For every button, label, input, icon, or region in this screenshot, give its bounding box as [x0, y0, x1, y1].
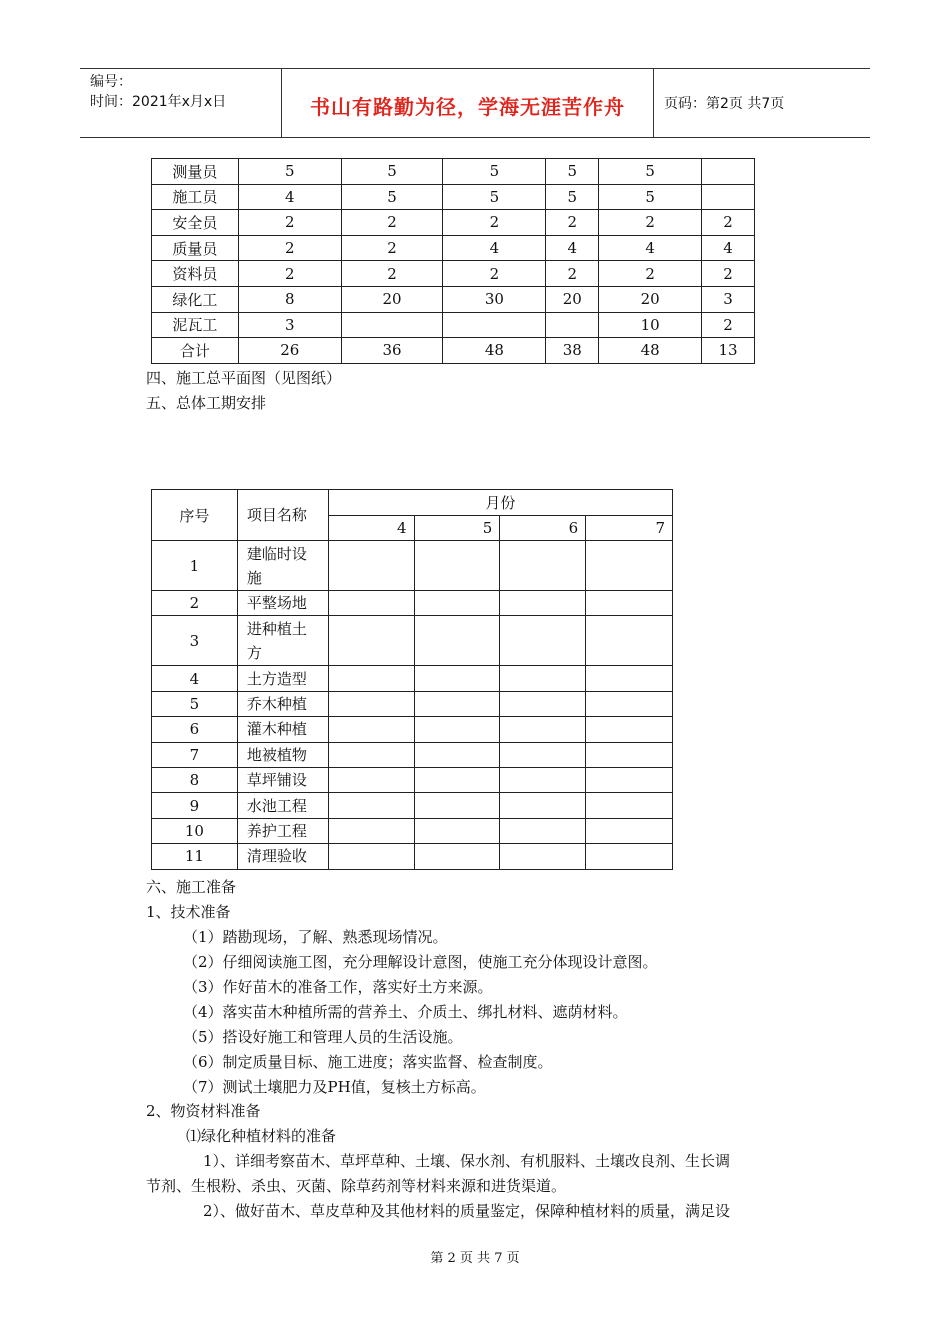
staff-count-cell: 2: [238, 261, 341, 287]
schedule-month-cell: [328, 742, 414, 767]
tech-item: （6）制定质量目标、施工进度；落实监督、检查制度。: [183, 1053, 553, 1071]
paragraph-1-line-1: 1）、详细考察苗木、草坪草种、土壤、保水剂、有机服料、土壤改良剂、生长调: [203, 1152, 731, 1170]
tech-heading: 1、技术准备: [146, 903, 231, 921]
schedule-month-cell: [500, 616, 586, 666]
schedule-month-cell: [414, 767, 500, 792]
staff-count-cell: 4: [443, 235, 546, 261]
schedule-name-cell: 土方造型: [237, 666, 328, 691]
schedule-month-cell: [586, 793, 673, 818]
schedule-name-cell: 养护工程: [237, 818, 328, 843]
schedule-month-cell: [414, 717, 500, 742]
staff-count-cell: 3: [702, 286, 755, 312]
schedule-month-cell: [500, 691, 586, 716]
staff-role-cell: 安全员: [152, 210, 239, 236]
schedule-name-cell: 灌木种植: [237, 717, 328, 742]
staff-count-cell: 2: [341, 235, 443, 261]
schedule-name-cell: 平整场地: [237, 591, 328, 616]
staff-count-cell: 5: [341, 184, 443, 210]
staff-count-cell: [702, 159, 755, 185]
staff-count-cell: 2: [443, 261, 546, 287]
staff-count-cell: 2: [341, 261, 443, 287]
staff-role-cell: 施工员: [152, 184, 239, 210]
schedule-month-cell: [586, 818, 673, 843]
schedule-no-cell: 11: [152, 844, 238, 869]
schedule-row: [152, 717, 673, 742]
schedule-month-cell: [328, 541, 414, 591]
month-header: 4: [328, 515, 414, 541]
staff-table: [151, 158, 755, 364]
schedule-row: [152, 767, 673, 792]
schedule-month-cell: [500, 742, 586, 767]
month-header: 7: [586, 515, 673, 541]
schedule-month-cell: [586, 666, 673, 691]
schedule-month-cell: [500, 541, 586, 591]
schedule-month-cell: [414, 793, 500, 818]
schedule-month-cell: [328, 666, 414, 691]
staff-count-cell: [546, 312, 599, 338]
schedule-name-cell: 进种植土方: [237, 616, 328, 666]
schedule-month-cell: [500, 666, 586, 691]
schedule-no-cell: 1: [152, 541, 238, 591]
schedule-month-cell: [500, 818, 586, 843]
schedule-month-cell: [328, 818, 414, 843]
schedule-table: [151, 489, 673, 870]
material-heading: 2、物资材料准备: [146, 1102, 261, 1120]
staff-role-cell: 测量员: [152, 159, 239, 185]
staff-count-cell: 5: [546, 184, 599, 210]
schedule-name-cell: 建临时设施: [237, 541, 328, 591]
staff-count-cell: 4: [546, 235, 599, 261]
staff-count-cell: 2: [238, 210, 341, 236]
schedule-no-cell: 9: [152, 793, 238, 818]
tech-item: （3）作好苗木的准备工作，落实好土方来源。: [183, 978, 493, 996]
schedule-month-cell: [328, 767, 414, 792]
schedule-no-cell: 4: [152, 666, 238, 691]
staff-count-cell: [702, 184, 755, 210]
schedule-name-cell: 地被植物: [237, 742, 328, 767]
schedule-month-cell: [414, 541, 500, 591]
schedule-month-cell: [586, 591, 673, 616]
schedule-no-cell: 3: [152, 616, 238, 666]
staff-role-cell: 泥瓦工: [152, 312, 239, 338]
header-page-label: 页码：第2页 共7页: [664, 96, 785, 112]
staff-count-cell: 5: [341, 159, 443, 185]
tech-item: （7）测试土壤肥力及PH值，复核土方标高。: [183, 1078, 486, 1096]
staff-count-cell: 2: [702, 312, 755, 338]
schedule-month-cell: [500, 793, 586, 818]
schedule-month-cell: [414, 691, 500, 716]
schedule-month-cell: [328, 691, 414, 716]
staff-count-cell: 10: [599, 312, 702, 338]
month-header: 6: [500, 515, 586, 541]
schedule-no-cell: 8: [152, 767, 238, 792]
staff-count-cell: 30: [443, 286, 546, 312]
staff-count-cell: 48: [599, 338, 702, 364]
staff-count-cell: 36: [341, 338, 443, 364]
schedule-no-cell: 10: [152, 818, 238, 843]
staff-role-cell: 资料员: [152, 261, 239, 287]
section-5-heading: 五、总体工期安排: [146, 394, 267, 412]
staff-count-cell: 5: [443, 184, 546, 210]
schedule-month-cell: [500, 844, 586, 869]
schedule-month-cell: [500, 767, 586, 792]
staff-count-cell: 38: [546, 338, 599, 364]
schedule-month-cell: [500, 717, 586, 742]
staff-count-cell: 5: [443, 159, 546, 185]
staff-row: [152, 235, 755, 261]
material-subheading: ⑴绿化种植材料的准备: [186, 1127, 337, 1145]
tech-item: （1）踏勘现场，了解、熟悉现场情况。: [183, 928, 448, 946]
schedule-month-cell: [328, 793, 414, 818]
time-label: 时间：2021年x月x日: [90, 94, 227, 110]
schedule-name-cell: 草坪铺设: [237, 767, 328, 792]
schedule-month-cell: [586, 541, 673, 591]
staff-count-cell: 20: [546, 286, 599, 312]
staff-count-cell: 5: [599, 159, 702, 185]
page-header: [80, 68, 870, 138]
header-meta: [80, 69, 282, 137]
staff-count-cell: 2: [599, 261, 702, 287]
schedule-row: [152, 742, 673, 767]
staff-role-cell: 质量员: [152, 235, 239, 261]
schedule-month-cell: [586, 844, 673, 869]
schedule-name-cell: 乔木种植: [237, 691, 328, 716]
schedule-row: [152, 844, 673, 869]
tech-item: （4）落实苗木种植所需的营养土、介质土、绑扎材料、遮荫材料。: [183, 1003, 628, 1021]
schedule-month-cell: [414, 844, 500, 869]
schedule-month-cell: [500, 591, 586, 616]
schedule-row: [152, 793, 673, 818]
schedule-name-cell: 水池工程: [237, 793, 328, 818]
schedule-header-row: [152, 490, 673, 516]
staff-count-cell: 5: [599, 184, 702, 210]
staff-row: [152, 210, 755, 236]
staff-role-cell: 合计: [152, 338, 239, 364]
month-header: 5: [414, 515, 500, 541]
schedule-month-cell: [328, 616, 414, 666]
staff-count-cell: 26: [238, 338, 341, 364]
staff-count-cell: 2: [599, 210, 702, 236]
staff-count-cell: 4: [599, 235, 702, 261]
staff-row: [152, 338, 755, 364]
paragraph-2-line-1: 2）、做好苗木、草皮草种及其他材料的质量鉴定，保障种植材料的质量，满足设: [203, 1202, 731, 1220]
staff-count-cell: 2: [443, 210, 546, 236]
staff-row: [152, 159, 755, 185]
schedule-row: [152, 818, 673, 843]
schedule-row: [152, 691, 673, 716]
staff-count-cell: [341, 312, 443, 338]
staff-count-cell: 5: [546, 159, 599, 185]
paragraph-1-line-2: 节剂、生根粉、杀虫、灭菌、除草药剂等材料来源和进货渠道。: [146, 1177, 567, 1195]
schedule-name-cell: 清理验收: [237, 844, 328, 869]
schedule-month-cell: [586, 616, 673, 666]
col-month-header: 月份: [328, 490, 672, 516]
staff-count-cell: 20: [341, 286, 443, 312]
schedule-row: [152, 541, 673, 591]
header-slogan: 书山有路勤为径，学海无涯苦作舟: [282, 69, 654, 137]
staff-row: [152, 312, 755, 338]
schedule-no-cell: 7: [152, 742, 238, 767]
staff-role-cell: 绿化工: [152, 286, 239, 312]
page-footer: 第 2 页 共 7 页: [430, 1251, 520, 1266]
staff-count-cell: 4: [702, 235, 755, 261]
staff-row: [152, 286, 755, 312]
section-6-heading: 六、施工准备: [146, 878, 237, 896]
staff-count-cell: 2: [546, 261, 599, 287]
staff-count-cell: 2: [341, 210, 443, 236]
staff-count-cell: 2: [702, 210, 755, 236]
schedule-month-cell: [414, 616, 500, 666]
staff-count-cell: 8: [238, 286, 341, 312]
section-4-heading: 四、施工总平面图（见图纸）: [146, 369, 342, 387]
staff-count-cell: [443, 312, 546, 338]
col-name-header: 项目名称: [237, 490, 328, 541]
schedule-no-cell: 2: [152, 591, 238, 616]
schedule-month-cell: [586, 691, 673, 716]
staff-count-cell: 4: [238, 184, 341, 210]
tech-item: （5）搭设好施工和管理人员的生活设施。: [183, 1028, 463, 1046]
schedule-row: [152, 616, 673, 666]
staff-row: [152, 261, 755, 287]
schedule-month-cell: [586, 767, 673, 792]
schedule-month-cell: [586, 742, 673, 767]
staff-count-cell: 20: [599, 286, 702, 312]
schedule-row: [152, 591, 673, 616]
schedule-month-cell: [414, 818, 500, 843]
schedule-row: [152, 666, 673, 691]
schedule-month-cell: [586, 717, 673, 742]
schedule-month-cell: [414, 666, 500, 691]
staff-count-cell: 3: [238, 312, 341, 338]
staff-count-cell: 48: [443, 338, 546, 364]
staff-count-cell: 13: [702, 338, 755, 364]
tech-item: （2）仔细阅读施工图，充分理解设计意图，使施工充分体现设计意图。: [183, 953, 658, 971]
schedule-month-cell: [328, 591, 414, 616]
schedule-month-cell: [328, 844, 414, 869]
staff-count-cell: 2: [546, 210, 599, 236]
schedule-no-cell: 5: [152, 691, 238, 716]
staff-count-cell: 2: [238, 235, 341, 261]
col-no-header: 序号: [152, 490, 238, 541]
schedule-no-cell: 6: [152, 717, 238, 742]
staff-count-cell: 5: [238, 159, 341, 185]
schedule-month-cell: [328, 717, 414, 742]
number-label: 编号：: [90, 74, 132, 90]
staff-count-cell: 2: [702, 261, 755, 287]
staff-row: [152, 184, 755, 210]
schedule-month-cell: [414, 742, 500, 767]
schedule-month-cell: [414, 591, 500, 616]
